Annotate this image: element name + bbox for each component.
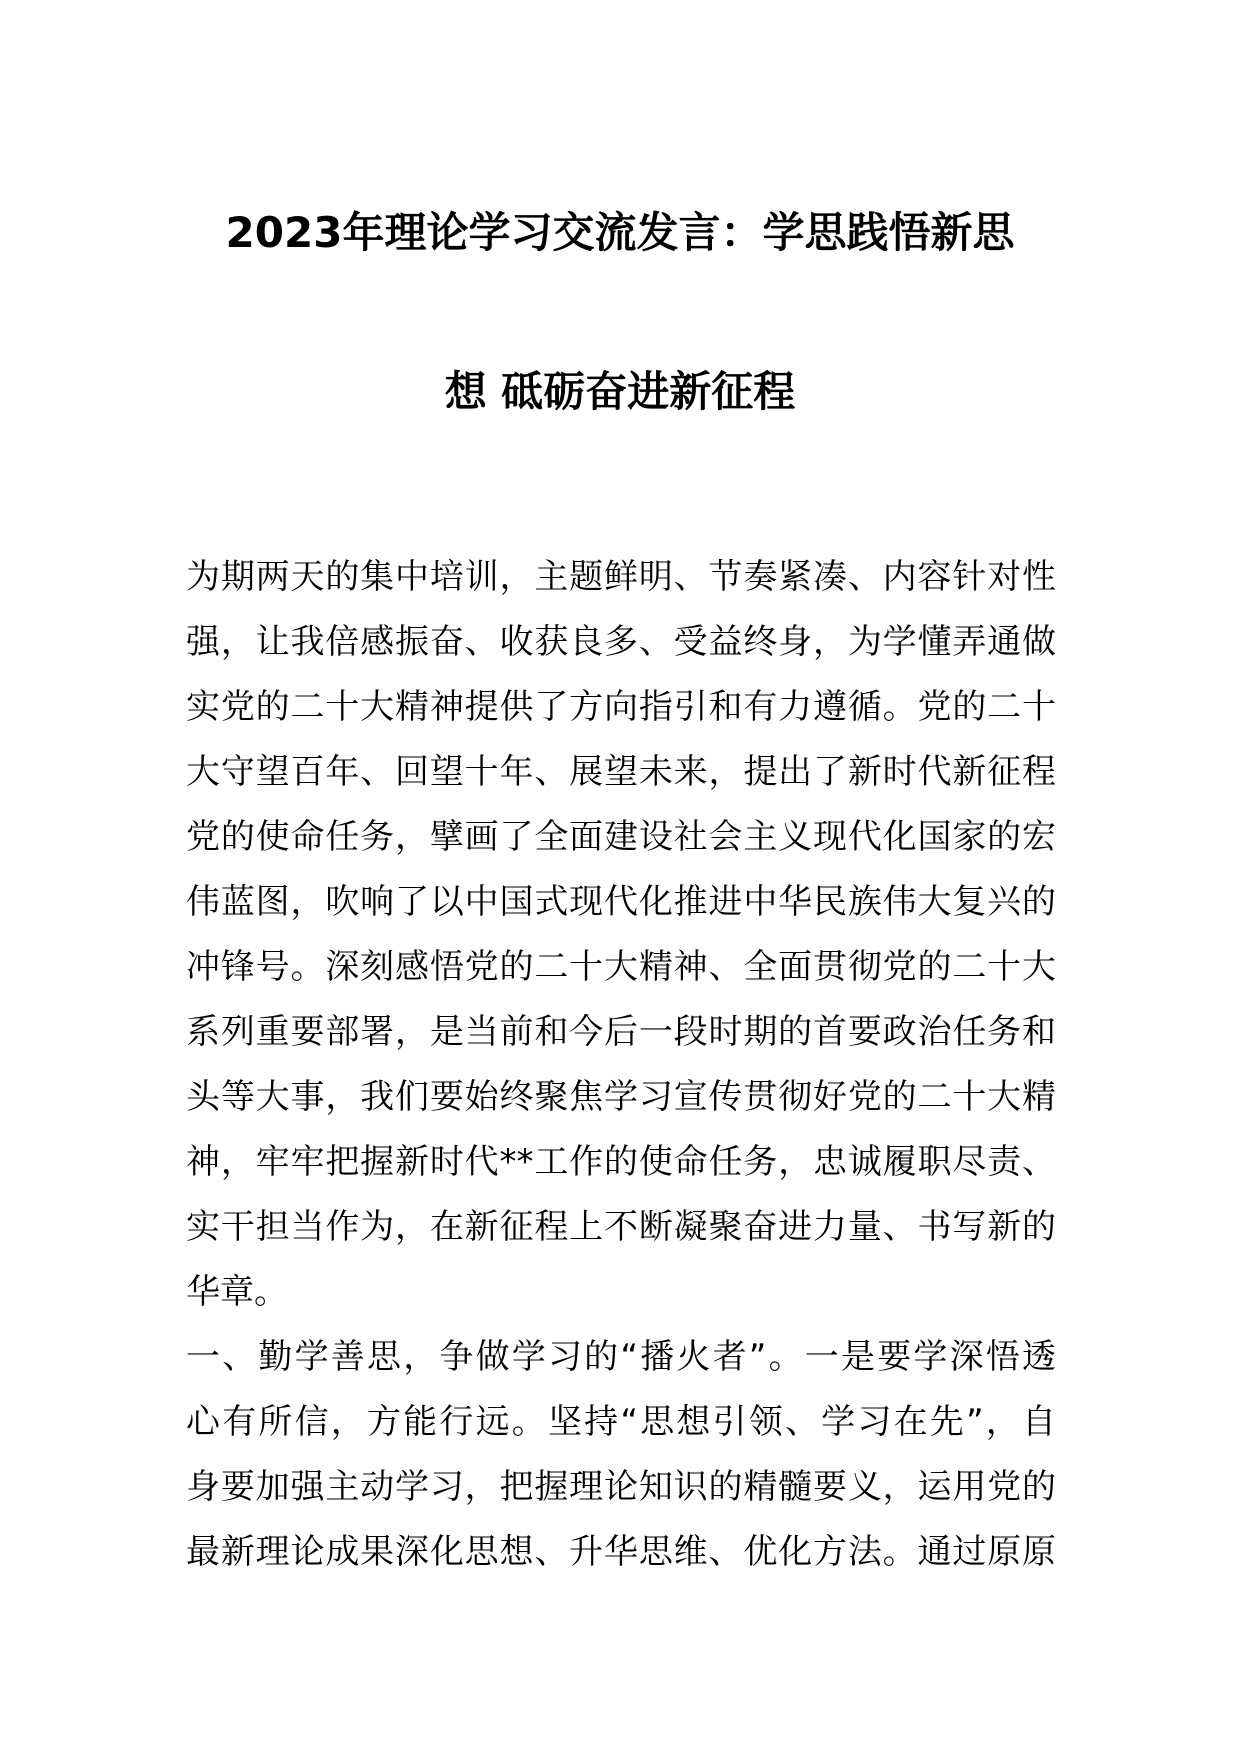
body-line: 实干担当作为，在新征程上不断凝聚奋进力量、书写新的 [186,1207,1056,1247]
body-line: 大守望百年、回望十年、展望未来，提出了新时代新征程 [186,752,1056,792]
body-line: 为期两天的集中培训，主题鲜明、节奏紧凑、内容针对性 [186,557,1056,597]
document-title-line-2: 想 砥砺奋进新征程 [444,367,796,416]
body-line: 最新理论成果深化思想、升华思维、优化方法。通过原原 [186,1532,1056,1572]
section-heading-line: 一、勤学善思，争做学习的“播火者”。一是要学深悟透 [186,1337,1056,1377]
document-body [186,545,1056,1585]
body-line: 华章。 [186,1272,288,1312]
body-line: 系列重要部署，是当前和今后一段时期的首要政治任务和 [186,1012,1056,1052]
body-line: 实党的二十大精神提供了方向指引和有力遵循。党的二十 [186,687,1056,727]
body-line: 强，让我倍感振奋、收获良多、受益终身，为学懂弄通做 [186,622,1056,662]
body-line: 党的使命任务，擘画了全面建设社会主义现代化国家的宏 [186,817,1056,857]
body-line: 心有所信，方能行远。坚持“思想引领、学习在先”，自 [186,1402,1056,1442]
body-line: 冲锋号。深刻感悟党的二十大精神、全面贯彻党的二十大 [186,947,1056,987]
body-line: 头等大事，我们要始终聚焦学习宣传贯彻好党的二十大精 [186,1077,1056,1117]
document-title-line-1: 2023年理论学习交流发言：学思践悟新思 [225,208,1015,257]
body-line: 神，牢牢把握新时代**工作的使命任务，忠诚履职尽责、 [186,1142,1056,1182]
body-line: 伟蓝图，吹响了以中国式现代化推进中华民族伟大复兴的 [186,882,1056,922]
body-line: 身要加强主动学习，把握理论知识的精髓要义，运用党的 [186,1467,1056,1507]
